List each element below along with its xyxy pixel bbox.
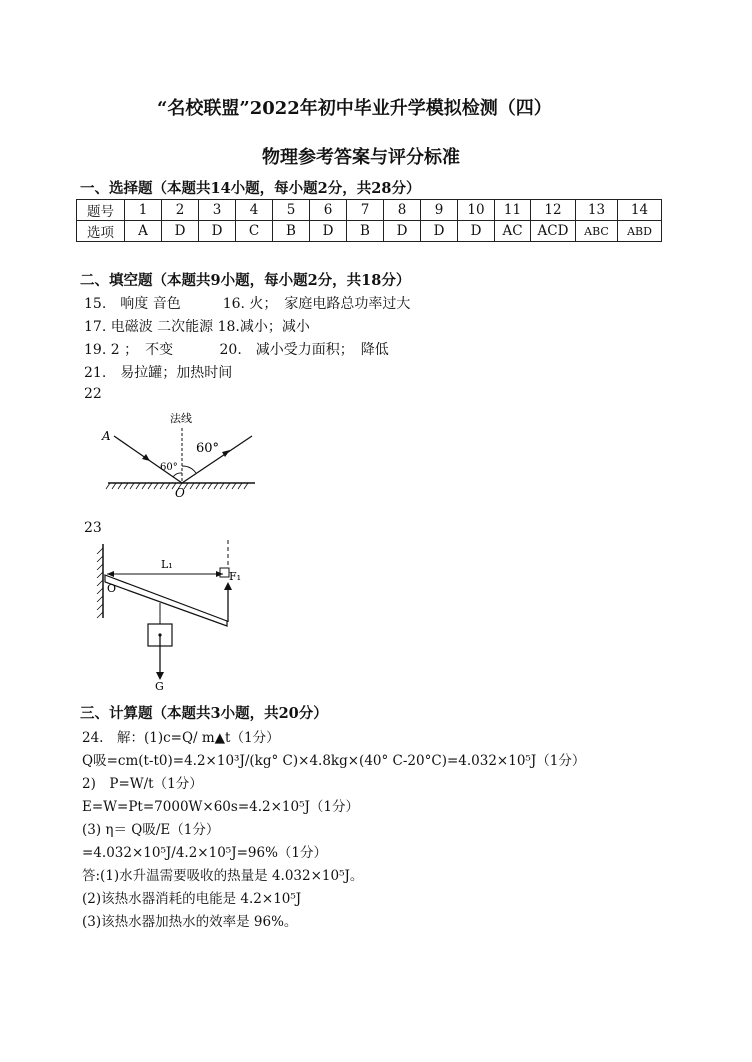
calc-line-1: 24. 解：(1)c=Q/ m▲t（1分） <box>82 730 280 746</box>
angle-arc-out <box>182 466 196 473</box>
wall-hatching <box>97 548 103 618</box>
calc-line-2: Q吸=cm(t-t0)=4.2×10³J/(kg° C)×4.8kg×(40° C-20°C)=4.032×10⁵J（1分） <box>82 753 586 769</box>
section1-heading: 一、选择题（本题共14小题，每小题2分，共28分） <box>80 180 421 197</box>
l1-label: L₁ <box>161 558 173 571</box>
calc-line-9: (3)该热水器加热水的效率是 96%。 <box>82 914 298 930</box>
question-22-label: 22 <box>84 386 102 402</box>
table-cell: D <box>199 221 236 242</box>
table-row-answers <box>77 221 662 242</box>
table-cell: B <box>347 221 384 242</box>
table-cell: ACD <box>531 221 576 242</box>
table-cell-label: 选项 <box>77 221 125 242</box>
fill-line-1: 15. 响度 音色 16. 火； 家庭电路总功率过大 <box>84 296 411 312</box>
fill-line-4: 21. 易拉罐；加热时间 <box>84 365 233 381</box>
force-f1-arrow <box>224 582 232 590</box>
answer-table <box>76 199 662 242</box>
o-label: O <box>107 582 117 595</box>
angle-out-label: 60° <box>196 441 220 456</box>
table-cell: D <box>310 221 347 242</box>
right-angle-mark <box>220 568 229 577</box>
table-cell: 6 <box>310 200 347 221</box>
table-cell: C <box>236 221 273 242</box>
calc-line-7: 答:(1)水升温需要吸收的热量是 4.032×10⁵J。 <box>82 868 364 884</box>
lever-diagram <box>95 540 255 692</box>
lever-rod <box>105 575 227 626</box>
table-cell: 9 <box>421 200 458 221</box>
table-cell: AC <box>495 221 531 242</box>
table-cell: 10 <box>458 200 495 221</box>
table-cell: 2 <box>162 200 199 221</box>
table-cell: 8 <box>384 200 421 221</box>
g-label: G <box>155 680 164 692</box>
table-cell: D <box>458 221 495 242</box>
table-cell: D <box>162 221 199 242</box>
table-cell: 12 <box>531 200 576 221</box>
table-cell: ABC <box>576 221 618 242</box>
question-23-label: 23 <box>84 520 102 536</box>
calc-line-6: =4.032×10⁵J/4.2×10⁵J=96%（1分） <box>82 845 328 861</box>
table-cell: 5 <box>273 200 310 221</box>
calc-line-3: 2) P=W/t（1分） <box>82 776 203 792</box>
table-cell: 3 <box>199 200 236 221</box>
calc-line-5: (3) η＝ Q吸/E（1分） <box>82 822 220 838</box>
table-cell: D <box>421 221 458 242</box>
section3-heading: 三、计算题（本题共3小题，共20分） <box>80 705 328 722</box>
table-row-numbers <box>77 200 662 221</box>
f1-label: F₁ <box>229 570 242 583</box>
point-o-label: O <box>175 486 185 500</box>
table-cell: D <box>384 221 421 242</box>
reflection-diagram <box>100 408 260 500</box>
table-cell: ABD <box>618 221 662 242</box>
point-a-label: A <box>102 429 111 443</box>
table-cell: A <box>125 221 162 242</box>
gravity-arrow <box>156 672 164 680</box>
table-cell: 14 <box>618 200 662 221</box>
angle-arc-in <box>173 473 182 477</box>
normal-label: 法线 <box>170 412 192 425</box>
table-cell: 7 <box>347 200 384 221</box>
table-cell: 4 <box>236 200 273 221</box>
section2-heading: 二、填空题（本题共9小题，每小题2分，共18分） <box>80 272 411 289</box>
table-cell: 11 <box>495 200 531 221</box>
table-cell: 13 <box>576 200 618 221</box>
fill-line-3: 19. 2 ； 不变 20. 减小受力面积； 降低 <box>84 342 389 358</box>
table-cell: 1 <box>125 200 162 221</box>
calc-line-8: (2)该热水器消耗的电能是 4.2×10⁵J <box>82 891 302 907</box>
calc-line-4: E=W=Pt=7000W×60s=4.2×10⁵J（1分） <box>82 799 360 815</box>
table-cell-label: 题号 <box>77 200 125 221</box>
incident-arrow <box>142 454 150 461</box>
angle-in-label: 60° <box>160 462 178 473</box>
fill-line-2: 17. 电磁波 二次能源 18.减小；减小 <box>84 319 310 335</box>
page-subtitle: 物理参考答案与评分标准 <box>262 147 460 168</box>
page-title: “名校联盟”2022年初中毕业升学模拟检测（四） <box>157 98 552 119</box>
table-cell: B <box>273 221 310 242</box>
